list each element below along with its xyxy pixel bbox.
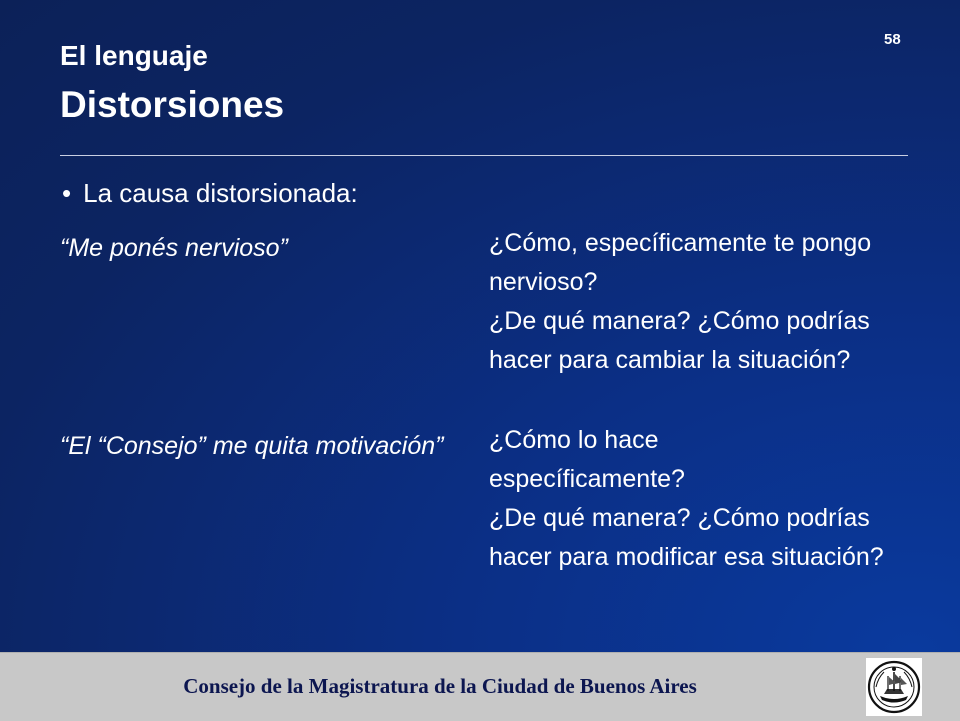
city-seal-icon: [866, 658, 922, 716]
bullet-icon: •: [62, 178, 72, 208]
footer-bar: [0, 652, 960, 721]
page-number: 58: [884, 31, 901, 48]
example-quote-1: “Me ponés nervioso”: [60, 234, 288, 262]
bullet-text: La causa distorsionada:: [83, 178, 358, 208]
slide-subtitle: Distorsiones: [60, 84, 285, 125]
footer-organization: Consejo de la Magistratura de la Ciudad de Buenos Aires: [183, 674, 697, 698]
example-quote-2: “El “Consejo” me quita motivación”: [60, 432, 444, 460]
example-response-2: ¿Cómo lo hace específicamente? ¿De qué manera? ¿Cómo podrías hacer para modificar esa situación?: [489, 426, 884, 571]
slide-title: El lenguaje: [60, 40, 208, 71]
bullet-item: [62, 178, 358, 209]
title-divider: [60, 155, 908, 156]
example-response-1: ¿Cómo, específicamente te pongo nervioso? ¿De qué manera? ¿Cómo podrías hacer para cambiar la situación?: [489, 229, 872, 374]
